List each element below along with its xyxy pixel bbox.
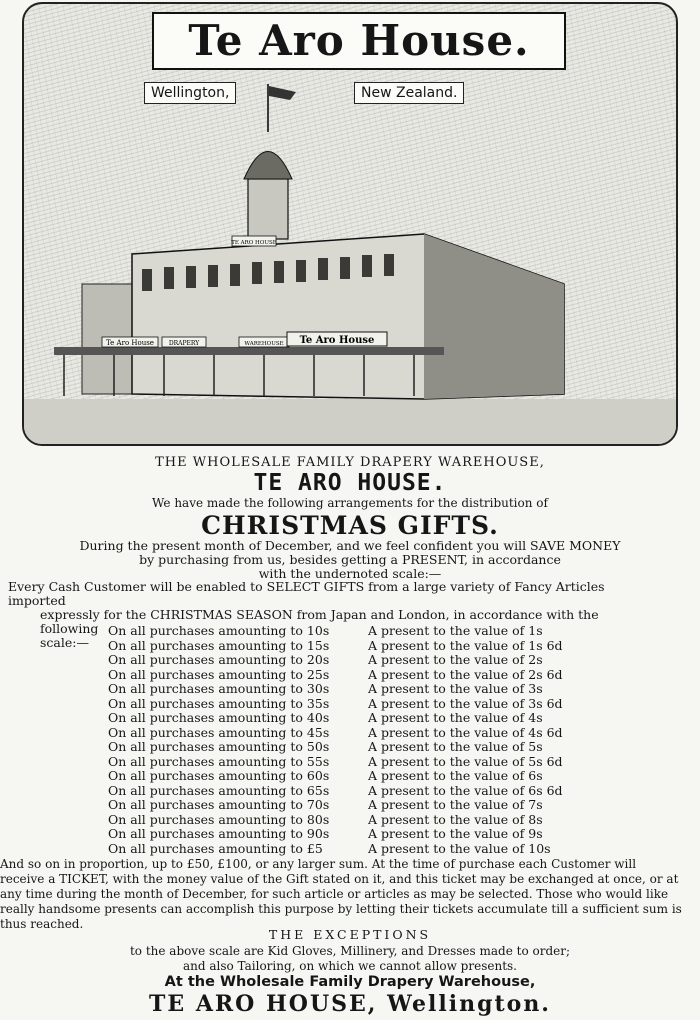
masthead-city: Wellington, xyxy=(144,82,236,104)
scale-row xyxy=(0,827,700,842)
scale-present: A present to the value of 7s xyxy=(368,797,543,812)
scale-purchase: On all purchases amounting to 40s xyxy=(108,710,330,725)
sign-main-text: Te Aro House xyxy=(299,335,375,346)
masthead-title: Te Aro House. xyxy=(152,12,566,70)
scale-present: A present to the value of 5s xyxy=(368,739,543,754)
proportion-paragraph xyxy=(0,857,690,932)
scale-present: A present to the value of 9s xyxy=(368,826,543,841)
scale-row xyxy=(0,755,700,770)
scale-present: A present to the value of 2s xyxy=(368,652,543,667)
scale-row xyxy=(0,668,700,683)
scale-present: A present to the value of 3s xyxy=(368,681,543,696)
scale-purchase: On all purchases amounting to 45s xyxy=(108,724,330,740)
scale-purchase: On all purchases amounting to 35s xyxy=(108,695,330,711)
sign-left-text: Te Aro House xyxy=(106,339,154,347)
scale-row xyxy=(0,842,700,857)
scale-present: A present to the value of 2s 6d xyxy=(368,666,563,682)
scale-present: A present to the value of 1s 6d xyxy=(368,637,563,653)
scale-purchase: On all purchases amounting to £5 xyxy=(108,840,323,856)
scale-present: A present to the value of 10s xyxy=(368,840,551,856)
cash-line-1: Every Cash Customer will be enabled to SELECT GIFTS from a large variety of Fancy Articles imported xyxy=(8,579,605,608)
sign-wholesale-text: WAREHOUSE xyxy=(244,341,284,347)
scale-present: A present to the value of 5s 6d xyxy=(368,753,563,769)
scale-row xyxy=(0,653,700,668)
scale-present: A present to the value of 3s 6d xyxy=(368,695,563,711)
scale-row xyxy=(0,740,700,755)
cash-line-2: expressly for the CHRISTMAS SEASON from Japan and London, in accordance with the following xyxy=(40,607,599,636)
scale-row xyxy=(0,624,700,639)
intro-line-2: by purchasing from us, besides getting a PRESENT, in accordance xyxy=(139,552,561,567)
scale-purchase: On all purchases amounting to 55s xyxy=(108,753,330,769)
verandah-roof xyxy=(54,347,444,355)
scale-row xyxy=(0,697,700,712)
footer-line-1: At the Wholesale Family Drapery Warehouse, xyxy=(164,974,536,990)
present-scale-table xyxy=(0,624,700,856)
proportion-line-2: receive a TICKET, with the money value of the Gift stated on it, and this ticket may be exchanged at once, or at xyxy=(0,872,679,886)
scale-row xyxy=(0,726,700,741)
scale-present: A present to the value of 6s 6d xyxy=(368,782,563,798)
heading-warehouse: THE WHOLESALE FAMILY DRAPERY WAREHOUSE, xyxy=(155,455,545,470)
scale-row xyxy=(0,639,700,654)
footer-line-2: TE ARO HOUSE, Wellington. xyxy=(149,991,551,1017)
exceptions-line-2: and also Tailoring, on which we cannot allow presents. xyxy=(182,959,517,973)
cash-line-3: scale:— xyxy=(40,635,89,650)
heading-arrangements: We have made the following arrangements for the distribution of xyxy=(152,496,548,510)
intro-line-3: with the undernoted scale:— xyxy=(258,566,442,581)
scale-present: A present to the value of 8s xyxy=(368,811,543,827)
sign-drapery-text: DRAPERY xyxy=(168,340,200,347)
scale-purchase: On all purchases amounting to 30s xyxy=(108,681,330,696)
street-ground xyxy=(24,399,676,444)
scale-row xyxy=(0,682,700,697)
scale-row xyxy=(0,813,700,828)
scale-row xyxy=(0,798,700,813)
scale-row xyxy=(0,711,700,726)
engraving-panel xyxy=(22,2,678,446)
tower-dome xyxy=(244,152,292,180)
scale-present: A present to the value of 4s 6d xyxy=(368,724,563,740)
scale-purchase: On all purchases amounting to 90s xyxy=(108,826,330,841)
scale-purchase: On all purchases amounting to 15s xyxy=(108,637,330,653)
scale-purchase: On all purchases amounting to 80s xyxy=(108,811,330,827)
scale-purchase: On all purchases amounting to 20s xyxy=(108,652,330,667)
scale-purchase: On all purchases amounting to 25s xyxy=(108,666,330,682)
scale-row xyxy=(0,769,700,784)
scale-purchase: On all purchases amounting to 65s xyxy=(108,782,330,798)
scale-purchase: On all purchases amounting to 60s xyxy=(108,768,330,783)
flag xyxy=(269,86,296,100)
scale-present: A present to the value of 1s xyxy=(368,623,543,638)
scale-purchase: On all purchases amounting to 50s xyxy=(108,739,330,754)
scale-present: A present to the value of 4s xyxy=(368,710,543,725)
building-illustration xyxy=(24,4,676,444)
heading-te-aro-house: TE ARO HOUSE. xyxy=(253,470,447,496)
proportion-line-3: any time during the month of December, for such article or articles as may be selected. Those who would like xyxy=(0,887,669,901)
heading-christmas-gifts: CHRISTMAS GIFTS. xyxy=(201,511,499,540)
exceptions-title: THE EXCEPTIONS xyxy=(268,927,432,942)
clock-tower xyxy=(248,179,288,239)
tower-sign-text: TE ARO HOUSE xyxy=(231,240,277,246)
proportion-line-5: thus reached. xyxy=(0,917,84,931)
proportion-line-4: really handsome presents can accomplish this purpose by letting their tickets accumulate till a sufficient sum is xyxy=(0,902,682,916)
proportion-line-1: And so on in proportion, up to £50, £100, or any larger sum. At the time of purchase each Customer will xyxy=(0,857,637,871)
masthead-country: New Zealand. xyxy=(354,82,464,104)
scale-row xyxy=(0,784,700,799)
exceptions-line-1: to the above scale are Kid Gloves, Millinery, and Dresses made to order; xyxy=(129,944,571,958)
intro-line-1: During the present month of December, and we feel confident you will SAVE MONEY xyxy=(79,538,621,553)
scale-purchase: On all purchases amounting to 70s xyxy=(108,797,330,812)
scale-present: A present to the value of 6s xyxy=(368,768,543,783)
scale-purchase: On all purchases amounting to 10s xyxy=(108,623,330,638)
